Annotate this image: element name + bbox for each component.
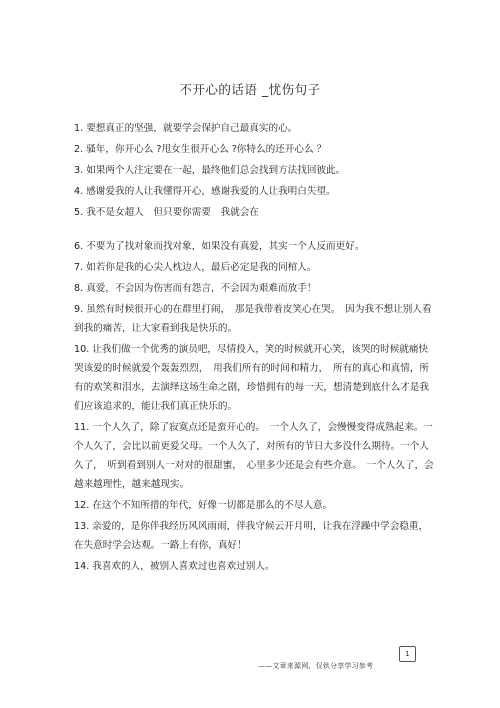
footer-note: ——文章来源网，仅供分享学习参考 [258,662,374,670]
sentence-10: 10. 让我们做一个优秀的演员吧，尽情投入，笑的时候就开心笑，该哭的时候就痛快哭该爱的时候就爱个轰轰烈烈， 用我们所有的时间和精力， 所有的真心和真情，所有的欢笑和泪水，去演绎这场生命之剧，珍惜拥有的每一天，想清楚到底什么才是我们应该追求的，能让我们真正快乐的。 [74,344,429,412]
page-number-badge: 1 [399,646,416,662]
page-title: 不开心的话语 _忧伤句子 [179,82,321,97]
sentence-11: 11. 一个人久了，除了寂寞点还是蛮开心的。 一个人久了，会慢慢变得成熟起来。一个人久了，会比以前更爱父母。一个人久了，对所有的节日大多没什么期待。一个人久了， 听到看到别人一对对的很甜蜜， 心里多少还是会有些介意。 一个人久了，会越来越理性，越来越现实。 [74,422,434,490]
sentence-2: 2. 骚年，你开心么 ?甩女生很开心么 ?你特么的还开心么 ？ [74,144,327,155]
sentence-1: 1. 要想真正的坚强，就要学会保护自己最真实的心。 [74,123,298,134]
sentence-14: 14. 我喜欢的人，被别人喜欢过也喜欢过别人。 [74,561,275,572]
section-gap [74,222,434,237]
article-body [74,119,434,576]
sentence-3: 3. 如果两个人注定要在一起，最终他们总会找到方法找回彼此。 [74,165,346,176]
sentence-13: 13. 亲爱的，是你伴我经历风风雨雨，伴我守候云开月明，让我在浮躁中学会稳重，在失意时学会达观。一路上有你，真好！ [74,521,429,551]
sentence-12: 12. 在这个不知所措的年代，好像一切都是那么的不尽人意。 [74,500,333,511]
sentence-6: 6. 不要为了找对象而找对象，如果没有真爱，其实一个人反而更好。 [74,241,365,252]
sentence-9: 9. 虽然有时候很开心的在群里打闹， 那是我带着皮笑心在哭。 因为我不想让别人看到我的痛苦，让大家看到我是快乐的。 [74,304,432,334]
sentence-7: 7. 如若你是我的心尖人枕边人，最后必定是我的同棺人。 [74,262,317,273]
sentence-4: 4. 感谢爱我的人让我懂得开心，感谢我爱的人让我明白失望。 [74,186,336,197]
sentence-5: 5. 我不是女超人 但只要你需要 我就会在 [74,207,259,218]
sentence-8: 8. 真爱，不会因为伤害而有怨言，不会因为艰难而放手！ [74,283,317,294]
